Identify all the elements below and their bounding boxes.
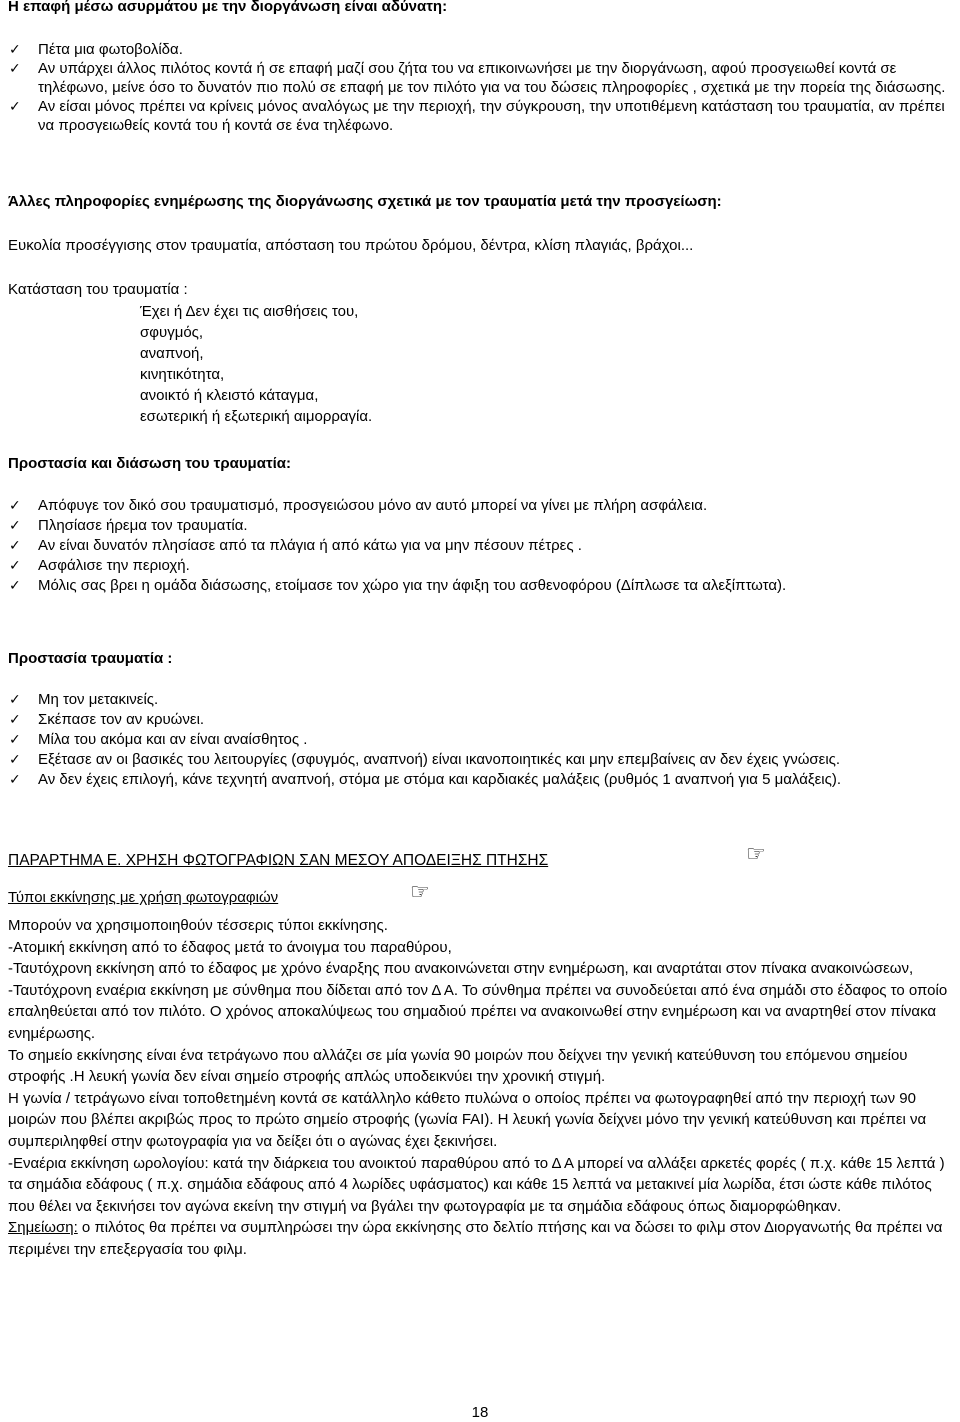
check-icon: ✓ <box>9 711 21 727</box>
note-text: ο πιλότος θα πρέπει να συμπληρώσει την ώρα εκκίνησης στο δελτίο πτήσης και να δώσει το φιλμ στον Διοργανωτής θα πρέπει να περιμένει την επεξεργασία του φιλμ. <box>8 1219 943 1258</box>
note-paragraph <box>8 1217 956 1260</box>
check-icon: ✓ <box>9 497 21 513</box>
list-item: ✓ Αν είσαι μόνος πρέπει να κρίνεις μόνος αναλόγως με την περιοχή, την σύγκρουση, την υποτιθέμενη κατάσταση του τραυματία, αν πρέπει να προσγειωθείς κοντά του ή κοντά σε ένα τηλέφωνο. <box>9 98 945 134</box>
list-item: ✓ Εξέτασε αν οι βασικές του λειτουργίες (σφυγμός, αναπνοή) είναι ικανοποιητικές και μην επεμβαίνεις αν δεν έχεις γνώσεις. <box>9 751 841 768</box>
paragraph: Η γωνία / τετράγωνο είναι τοποθετημένη κοντά σε κατάλληλο κάθετο πυλώνα ο οποίος πρέπει να φωτογραφηθεί από την περιοχή των 90 μοιρών που βλέπει ακριβώς προς το πρώτο σημείο στροφής (γωνία FAI). Η λευκή γωνία δείχνει μόνο την γενική κατεύθυνση και πρέπει να συμπεριληφθεί στην φωτογραφία για να δείξει ότι ο αγώνας έχει ξεκινήσει. <box>8 1089 927 1150</box>
list-item: κινητικότητα, <box>140 366 225 383</box>
check-icon: ✓ <box>9 41 21 57</box>
check-icon: ✓ <box>9 731 21 747</box>
checklist-protection-rescue <box>0 496 960 596</box>
list-item: ✓ Σκέπασε τον αν κρυώνει. <box>9 711 205 728</box>
heading-radio-unavailable: Η επαφή μέσω ασυρμάτου με την διοργάνωση είναι αδύνατη: <box>8 0 448 15</box>
paragraph: -Ταυτόχρονη εκκίνηση από το έδαφος με χρόνο έναρξης που ανακοινώνεται στην ενημέρωση, και αναρτάται στον πίνακα ανακοινώσεων, <box>8 960 914 978</box>
heading-protection-rescue: Προστασία και διάσωση του τραυματία: <box>8 455 292 472</box>
list-item: ✓ Ασφάλισε την περιοχή. <box>9 557 190 574</box>
check-icon: ✓ <box>9 751 21 767</box>
list-item: ✓ Αν είναι δυνατόν πλησίασε από τα πλάγια ή από κάτω για να μην πέσουν πέτρες . <box>9 537 582 554</box>
annex-body <box>8 915 956 1261</box>
paragraph: -Ατομική εκκίνηση από το έδαφος μετά το άνοιγμα του παραθύρου, <box>8 938 452 956</box>
paragraph: -Ταυτόχρονη εναέρια εκκίνηση με σύνθημα που δίδεται από τον Δ Α. Το σύνθημα πρέπει να συνοδεύεται από ένα σημάδι στο έδαφος το οποίο επαληθεύεται από τον πιλότο. Ο χρόνος αποκαλύψεως του σημαδιού πρέπει να ανακοινωθεί στην ενημέρωση και να αναρτηθεί στον πίνακα ενημέρωσης. <box>8 981 948 1042</box>
paragraph: -Εναέρια εκκίνηση ωρολογίου: κατά την διάρκεια του ανοικτού παραθύρου από το Δ Α μπορεί να αλλάξει αρκετές φορές ( π.χ. κάθε 15 λεπτά ) τα σημάδια εδάφους ( π.χ. σημάδια εδάφους από 4 λωρίδες υφάσματος) και κάθε 15 λεπτά να μετακινεί μία λωρίδα, έτσι ώστε κάθε πιλότος που θέλει να ξεκινήσει τον αγώνα εκείνη την στιγμή να βγάλει την φωτογραφία με τα σημάδια εδάφους όπως διαμορφώθηκαν. <box>8 1154 945 1215</box>
annex-subtitle: Τύποι εκκίνησης με χρήση φωτογραφιών <box>8 889 279 906</box>
check-icon: ✓ <box>9 557 21 573</box>
list-item: ✓ Απόφυγε τον δικό σου τραυματισμό, προσγειώσου μόνο αν αυτό μπορεί να γίνει με πλήρη ασφάλεια. <box>9 497 708 514</box>
pointing-hand-icon: ☞ <box>746 842 766 867</box>
heading-injured-protection: Προστασία τραυματία : <box>8 650 173 667</box>
checklist-radio-unavailable <box>0 40 960 135</box>
check-icon: ✓ <box>9 577 21 593</box>
list-item: ✓ Πέτα μια φωτοβολίδα. <box>9 41 183 58</box>
list-item: ανοικτό ή κλειστό κάταγμα, <box>140 387 319 404</box>
check-icon: ✓ <box>9 98 21 114</box>
condition-list <box>140 301 372 427</box>
list-item: εσωτερική ή εξωτερική αιμορραγία. <box>140 408 373 425</box>
list-item: ✓ Αν δεν έχεις επιλογή, κάνε τεχνητή αναπνοή, στόμα με στόμα και καρδιακές μαλάξεις (ρυθμός 1 αναπνοή για 5 μαλάξεις). <box>9 771 841 788</box>
list-item: ✓ Αν υπάρχει άλλος πιλότος κοντά ή σε επαφή μαζί σου ζήτα του να επικοινωνήσει με την διοργάνωση, αφού προσγειωθεί κοντά σε τηλέφωνο, μείνε όσο το δυνατόν πιο πολύ σε επαφή με τον πιλότο για να του δώσεις πληροφορίες , σχετικά με την πορεία της διάσωσης. <box>9 60 946 96</box>
check-icon: ✓ <box>9 537 21 553</box>
check-icon: ✓ <box>9 60 21 76</box>
list-item: ✓ Μίλα του ακόμα και αν είναι αναίσθητος . <box>9 731 308 748</box>
heading-other-info: Άλλες πληροφορίες ενημέρωσης της διοργάνωσης σχετικά με τον τραυματία μετά την προσγείωση: <box>8 193 722 210</box>
check-icon: ✓ <box>9 517 21 533</box>
access-text: Ευκολία προσέγγισης στον τραυματία, απόσταση του πρώτου δρόμου, δέντρα, κλίση πλαγιάς, βράχοι... <box>8 237 694 254</box>
annex-title: ΠΑΡΑΡΤΗΜΑ Ε. ΧΡΗΣΗ ΦΩΤΟΓΡΑΦΙΩΝ ΣΑΝ ΜΕΣΟΥ ΑΠΟΔΕΙΞΗΣ ΠΤΗΣΗΣ <box>8 852 549 869</box>
pointing-hand-icon: ☞ <box>410 880 430 905</box>
page-number: 18 <box>471 1404 489 1421</box>
paragraph: Μπορούν να χρησιμοποιηθούν τέσσερις τύποι εκκίνησης. <box>8 917 388 934</box>
list-item: Έχει ή Δεν έχει τις αισθήσεις του, <box>140 303 359 320</box>
list-item: ✓ Μη τον μετακινείς. <box>9 691 159 708</box>
list-item: ✓ Πλησίασε ήρεμα τον τραυματία. <box>9 517 248 534</box>
list-item: αναπνοή, <box>140 345 204 362</box>
list-item: σφυγμός, <box>140 324 204 341</box>
check-icon: ✓ <box>9 771 21 787</box>
condition-title: Κατάσταση του τραυματία : <box>8 281 188 298</box>
note-label: Σημείωση: <box>8 1219 78 1237</box>
list-item: ✓ Μόλις σας βρει η ομάδα διάσωσης, ετοίμασε τον χώρο για την άφιξη του ασθενοφόρου (Δίπλωσε τα αλεξίπτωτα). <box>9 577 787 594</box>
check-icon: ✓ <box>9 691 21 707</box>
checklist-injured-protection <box>0 690 960 790</box>
paragraph: Το σημείο εκκίνησης είναι ένα τετράγωνο που αλλάζει σε μία γωνία 90 μοιρών που δείχνει την γενική κατεύθυνση του επόμενου σημείου στροφής .Η λευκή γωνία δεν είναι σημείο στροφής απλώς υποδεικνύει την χρονική στιγμή. <box>8 1046 908 1086</box>
